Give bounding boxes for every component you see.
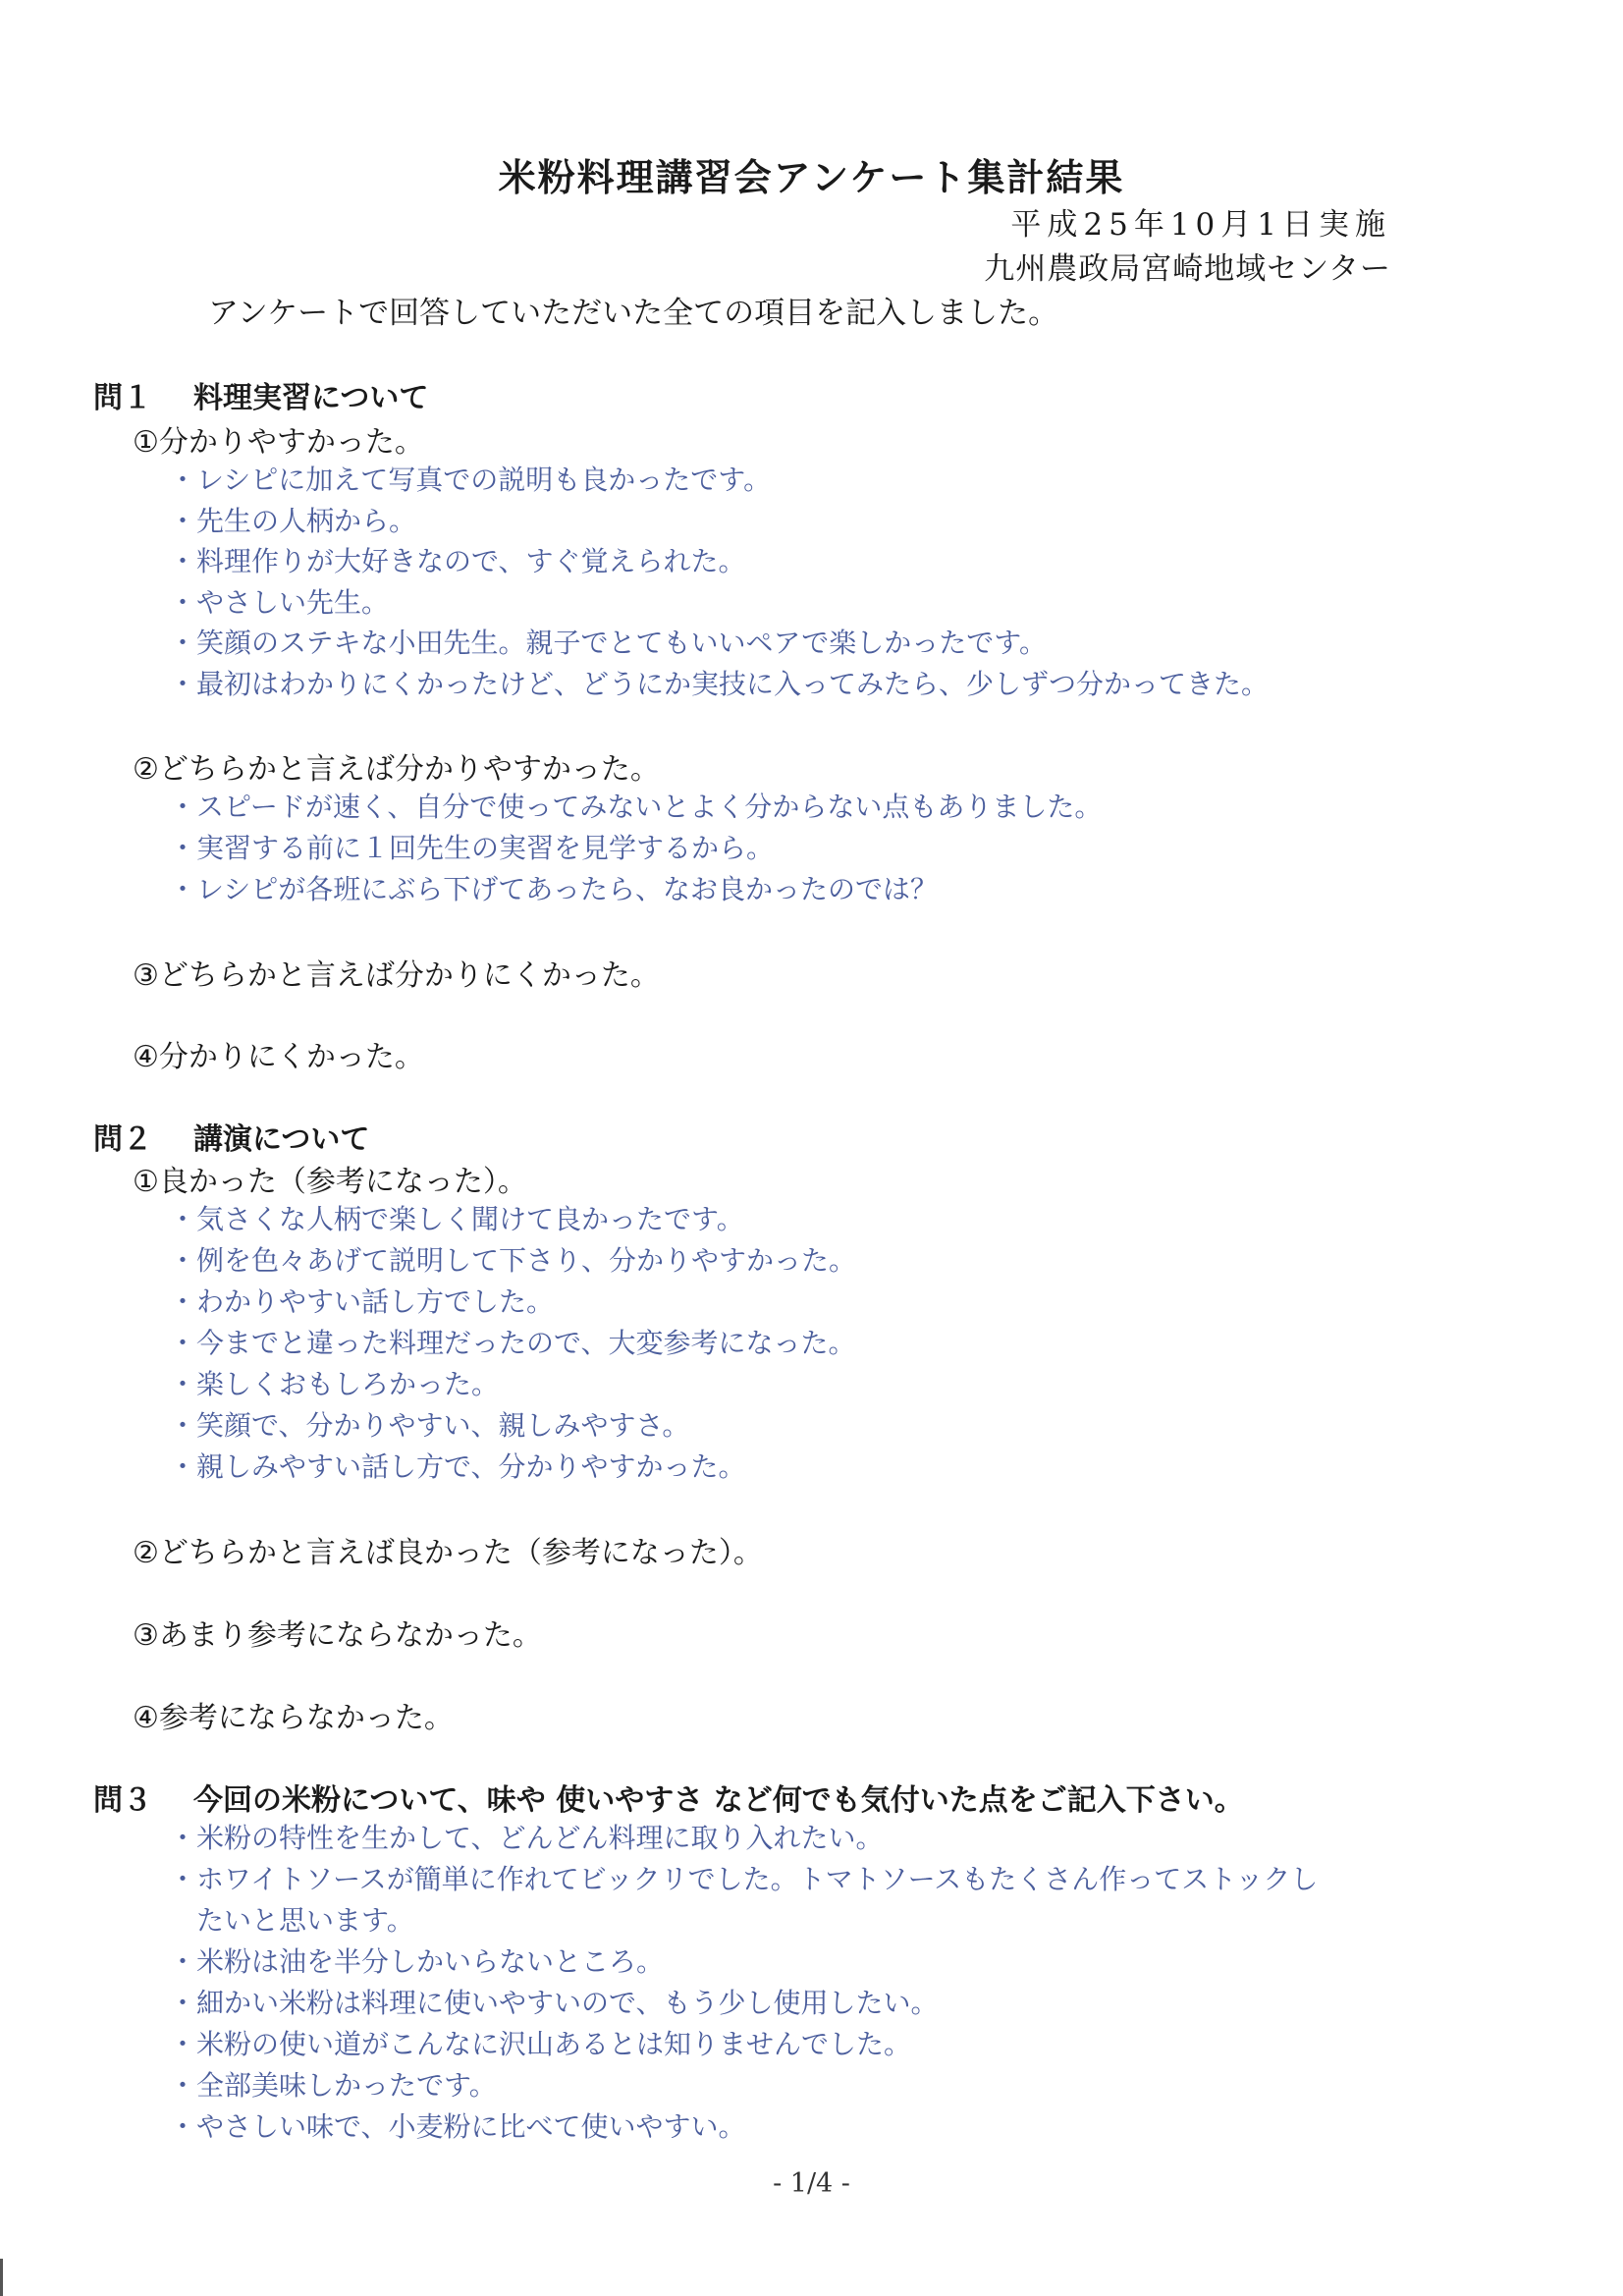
comment-item: ・細かい米粉は料理に使いやすいので、もう少し使用したい。 [169, 1987, 939, 2019]
comment-item-continuation: たいと思います。 [196, 1904, 414, 1937]
q1-option-3: ③どちらかと言えば分かりにくかった。 [133, 958, 660, 993]
question-number: 問２ [93, 1122, 152, 1157]
question-3-heading [93, 1776, 1244, 1819]
q2-option-4: ④参考にならなかった。 [133, 1701, 454, 1735]
comment-item: ・米粉は油を半分しかいらないところ。 [169, 1945, 665, 1978]
comment-item: ・笑顔のステキな小田先生。親子でとてもいいペアで楽しかったです。 [169, 627, 1048, 659]
question-number: 問３ [93, 1783, 152, 1818]
organization-name: 九州農政局宮崎地域センター [984, 251, 1391, 287]
q2-option-3: ③あまり参考にならなかった。 [133, 1618, 542, 1653]
q1-option-2: ②どちらかと言えば分かりやすかった。 [133, 752, 660, 787]
question-text: 料理実習について [193, 381, 429, 415]
question-1-heading [93, 373, 428, 416]
comment-item: ・例を色々あげて説明して下さり、分かりやすかった。 [169, 1244, 857, 1277]
comment-item: ・レシピが各班にぶら下げてあったら、なお良かったのでは？ [169, 873, 939, 905]
comment-item: ・最初はわかりにくかったけど、どうにか実技に入ってみたら、少しずつ分かってきた。 [169, 668, 1270, 700]
document-title: 米粉料理講習会アンケート集計結果 [498, 156, 1125, 199]
comment-item: ・楽しくおもしろかった。 [169, 1368, 500, 1400]
comment-item: ・レシピに加えて写真での説明も良かったです。 [169, 464, 772, 496]
comment-item: ・わかりやすい話し方でした。 [169, 1285, 555, 1318]
question-number: 問１ [93, 381, 152, 415]
comment-item: ・やさしい先生。 [169, 586, 390, 619]
question-text: 講演について [193, 1122, 370, 1157]
question-2-heading [93, 1115, 369, 1158]
comment-item: ・親しみやすい話し方で、分かりやすかった。 [169, 1450, 746, 1483]
page-number: - 1/4 - [773, 2168, 850, 2199]
q2-option-1: ①良かった（参考になった）。 [133, 1165, 527, 1199]
comment-item: ・やさしい味で、小麦粉に比べて使いやすい。 [169, 2110, 746, 2143]
comment-item: ・米粉の特性を生かして、どんどん料理に取り入れたい。 [169, 1822, 884, 1854]
comment-item: ・実習する前に１回先生の実習を見学するから。 [169, 832, 775, 864]
comment-item: ・全部美味しかったです。 [169, 2069, 497, 2102]
comment-item: ・笑顔で、分かりやすい、親しみやすさ。 [169, 1409, 690, 1442]
comment-item: ・スピードが速く、自分で使ってみないとよく分からない点もありました。 [169, 791, 1103, 823]
comment-item: ・ホワイトソースが簡単に作れてビックリでした。トマトソースもたくさん作ってストックし [169, 1863, 1319, 1895]
question-text: 今回の米粉について、味や 使いやすさ など何でも気付いた点をご記入下さい。 [193, 1783, 1244, 1818]
q2-option-2: ②どちらかと言えば良かった（参考になった）。 [133, 1536, 763, 1570]
comment-item: ・米粉の使い道がこんなに沢山あるとは知りませんでした。 [169, 2028, 912, 2060]
survey-date: 平成25年10月1日実施 [1010, 207, 1391, 243]
comment-item: ・先生の人柄から。 [169, 505, 417, 537]
q1-option-1: ①分かりやすかった。 [133, 425, 424, 460]
intro-text: アンケートで回答していただいた全ての項目を記入しました。 [208, 296, 1059, 331]
comment-item: ・料理作りが大好きなので、すぐ覚えられた。 [169, 545, 746, 577]
comment-item: ・気さくな人柄で楽しく聞けて良かったです。 [169, 1203, 744, 1235]
scan-margin-mark [0, 2259, 3, 2296]
comment-item: ・今までと違った料理だったので、大変参考になった。 [169, 1327, 856, 1359]
q1-option-4: ④分かりにくかった。 [133, 1040, 424, 1074]
